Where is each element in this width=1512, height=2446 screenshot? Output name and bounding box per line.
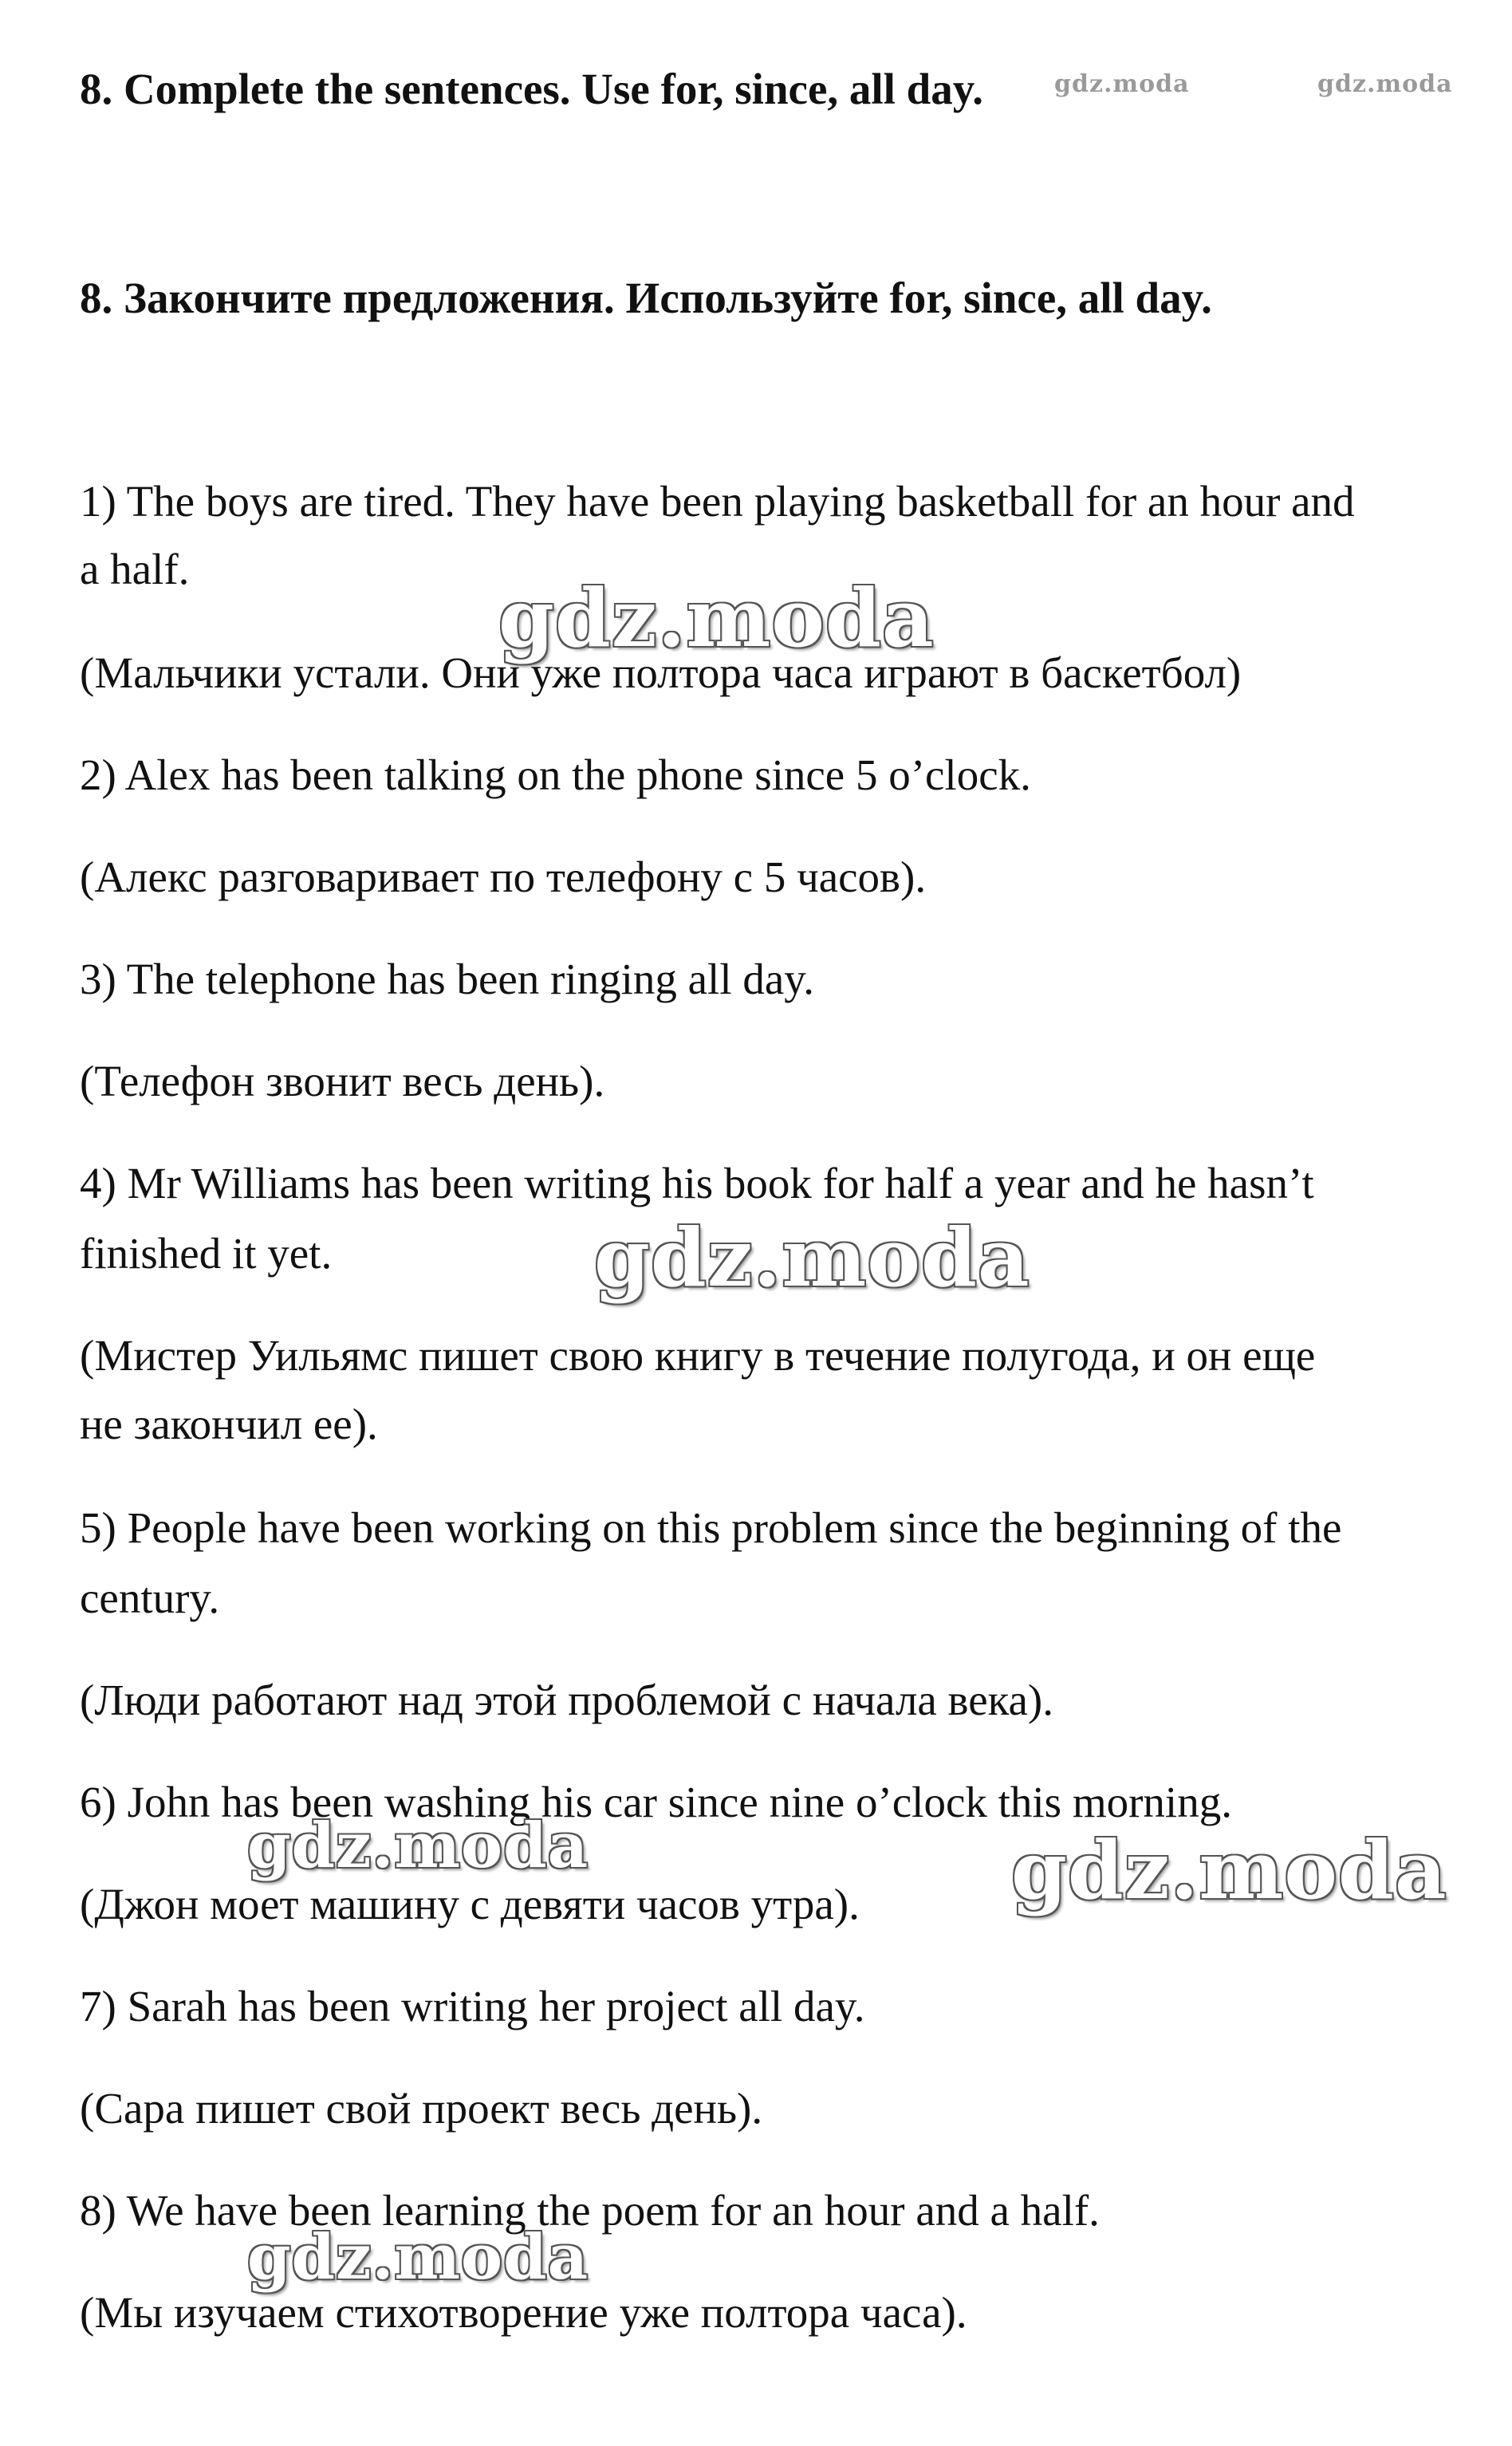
answer-4-translation-line-1: (Мистер Уильямс пишет свою книгу в течение полугода, и он еще bbox=[80, 1331, 1316, 1380]
answer-7-english: 7) Sarah has been writing her project all day. bbox=[80, 1982, 865, 2030]
answer-5-english-line-1: 5) People have been working on this problem since the beginning of the bbox=[80, 1503, 1342, 1552]
answer-3-english: 3) The telephone has been ringing all day. bbox=[80, 955, 814, 1003]
answer-2-english: 2) Alex has been talking on the phone since 5 o’clock. bbox=[80, 750, 1031, 799]
answer-7-translation: (Сара пишет свой проект весь день). bbox=[80, 2084, 763, 2133]
watermark-logo: gdz.moda bbox=[247, 1810, 589, 1882]
watermark-logo: gdz.moda bbox=[1054, 70, 1190, 98]
answer-1-translation: (Мальчики устали. Они уже полтора часа играют в баскетбол) bbox=[80, 648, 1242, 697]
answer-4-english-line-2: finished it yet. bbox=[80, 1229, 333, 1278]
answer-1-english-line-1: 1) The boys are tired. They have been playing basketball for an hour and bbox=[80, 477, 1355, 526]
answer-6-english: 6) John has been washing his car since nine o’clock this morning. bbox=[80, 1778, 1232, 1826]
answer-5-translation: (Люди работают над этой проблемой с начала века). bbox=[80, 1676, 1053, 1724]
watermark-logo: gdz.moda bbox=[594, 1211, 1030, 1305]
watermark-logo: gdz.moda bbox=[498, 571, 935, 665]
answer-6-translation: (Джон моет машину с девяти часов утра). bbox=[80, 1880, 860, 1928]
watermark-logo: gdz.moda bbox=[247, 2221, 589, 2294]
answer-4-translation-line-2: не закончил ее). bbox=[80, 1400, 378, 1448]
answer-2-translation: (Алекс разговаривает по телефону с 5 часов). bbox=[80, 853, 927, 901]
watermark-logo: gdz.moda bbox=[1011, 1823, 1447, 1917]
answer-8-english: 8) We have been learning the poem for an hour and a half. bbox=[80, 2186, 1100, 2235]
task-title-russian: 8. Закончите предложения. Используйте for, since, all day. bbox=[80, 274, 1212, 322]
watermark-logo: gdz.moda bbox=[1317, 70, 1453, 98]
task-title-english: 8. Complete the sentences. Use for, since, all day. bbox=[80, 65, 983, 113]
answer-4-english-line-1: 4) Mr Williams has been writing his book for half a year and he hasn’t bbox=[80, 1159, 1314, 1207]
answer-3-translation: (Телефон звонит весь день). bbox=[80, 1057, 605, 1105]
answer-8-translation: (Мы изучаем стихотворение уже полтора часа). bbox=[80, 2288, 967, 2337]
answer-5-english-line-2: century. bbox=[80, 1574, 220, 1622]
answer-1-english-line-2: a half. bbox=[80, 545, 190, 593]
